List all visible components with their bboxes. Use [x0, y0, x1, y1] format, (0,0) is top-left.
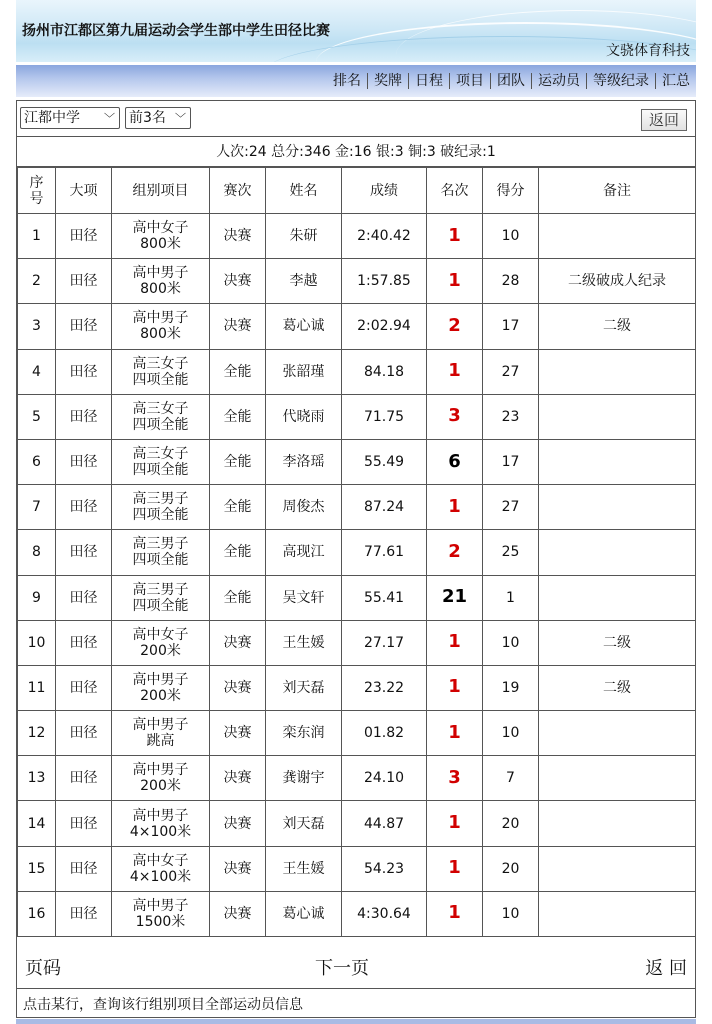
- chevron-down-icon: ﹀: [104, 112, 115, 125]
- col-header-name: 姓名: [266, 168, 342, 214]
- cell-no: 8: [18, 530, 56, 575]
- cell-name: 龚谢宇: [266, 756, 342, 801]
- cell-category: 田径: [56, 891, 112, 936]
- rank-value: 1: [448, 721, 461, 743]
- cell-name: 张韶瑾: [266, 349, 342, 394]
- cell-note: [539, 711, 696, 756]
- event-name: 四项全能: [132, 597, 189, 614]
- table-body: [18, 214, 696, 937]
- cell-no: 1: [18, 214, 56, 259]
- rank-value: 1: [448, 631, 461, 653]
- rank-value: 3: [448, 766, 461, 788]
- results-panel: [16, 100, 696, 1018]
- nav-item-summary[interactable]: 汇总: [655, 73, 696, 89]
- cell-score: 28: [483, 259, 539, 304]
- cell-round: 决赛: [210, 891, 266, 936]
- event-name: 跳高: [146, 733, 175, 750]
- cell-rank: [427, 801, 483, 846]
- table-row[interactable]: [18, 485, 696, 530]
- cell-note: [539, 439, 696, 484]
- cell-category: 田径: [56, 259, 112, 304]
- next-page-link[interactable]: 下一页: [315, 958, 369, 979]
- cell-note: 二级: [539, 665, 696, 710]
- cell-result: 24.10: [342, 756, 427, 801]
- rank-value: 6: [448, 450, 461, 472]
- event-group: 高中女子: [132, 220, 189, 237]
- rank-value: 2: [448, 540, 461, 562]
- event-group: 高三女子: [132, 446, 189, 463]
- school-select-value: 江都中学: [24, 110, 80, 126]
- cell-no: 5: [18, 394, 56, 439]
- cell-result: 1:57.85: [342, 259, 427, 304]
- table-row[interactable]: [18, 891, 696, 936]
- cell-score: 25: [483, 530, 539, 575]
- cell-rank: [427, 439, 483, 484]
- header-banner: [16, 0, 696, 62]
- cell-no: 6: [18, 439, 56, 484]
- cell-event: [112, 530, 210, 575]
- rank-value: 21: [441, 586, 468, 608]
- rank-value: 1: [448, 360, 461, 382]
- cell-round: 决赛: [210, 846, 266, 891]
- back-button[interactable]: 返回: [641, 109, 687, 131]
- cell-rank: [427, 349, 483, 394]
- cell-score: 20: [483, 801, 539, 846]
- cell-result: 2:02.94: [342, 304, 427, 349]
- event-group: 高三男子: [132, 581, 189, 598]
- cell-category: 田径: [56, 665, 112, 710]
- cell-name: 葛心诚: [266, 891, 342, 936]
- nav-item-teams[interactable]: 团队: [490, 73, 531, 89]
- top-nav: [16, 65, 696, 97]
- cell-round: 全能: [210, 485, 266, 530]
- event-name: 800米: [140, 326, 181, 343]
- cell-name: 朱研: [266, 214, 342, 259]
- cell-rank: [427, 304, 483, 349]
- cell-rank: [427, 891, 483, 936]
- cell-category: 田径: [56, 304, 112, 349]
- event-group: 高三男子: [132, 491, 189, 508]
- cell-rank: [427, 530, 483, 575]
- cell-rank: [427, 620, 483, 665]
- rank-value: 1: [448, 812, 461, 834]
- cell-result: 01.82: [342, 711, 427, 756]
- cell-name: 刘天磊: [266, 665, 342, 710]
- brand-subtitle: 文骁体育科技: [606, 43, 690, 59]
- cell-result: 23.22: [342, 665, 427, 710]
- cell-event: [112, 801, 210, 846]
- col-header-result: 成绩: [342, 168, 427, 214]
- cell-round: 决赛: [210, 756, 266, 801]
- cell-result: 71.75: [342, 394, 427, 439]
- cell-rank: [427, 259, 483, 304]
- cell-category: 田径: [56, 349, 112, 394]
- table-row[interactable]: [18, 259, 696, 304]
- cell-round: 全能: [210, 575, 266, 620]
- cell-no: 14: [18, 801, 56, 846]
- cell-result: 4:30.64: [342, 891, 427, 936]
- event-group: 高三女子: [132, 355, 189, 372]
- event-name: 四项全能: [132, 507, 189, 524]
- cell-rank: [427, 394, 483, 439]
- cell-note: [539, 214, 696, 259]
- cell-event: [112, 214, 210, 259]
- cell-round: 决赛: [210, 304, 266, 349]
- cell-result: 27.17: [342, 620, 427, 665]
- cell-no: 4: [18, 349, 56, 394]
- cell-rank: [427, 214, 483, 259]
- cell-event: [112, 349, 210, 394]
- cell-event: [112, 304, 210, 349]
- table-row[interactable]: [18, 846, 696, 891]
- cell-event: [112, 711, 210, 756]
- rank-value: 1: [448, 857, 461, 879]
- nav-item-events[interactable]: 项目: [449, 73, 490, 89]
- cell-score: 10: [483, 891, 539, 936]
- rank-value: 2: [448, 314, 461, 336]
- cell-round: 决赛: [210, 620, 266, 665]
- cell-name: 代晓雨: [266, 394, 342, 439]
- col-header-category: 大项: [56, 168, 112, 214]
- cell-category: 田径: [56, 711, 112, 756]
- cell-score: 27: [483, 485, 539, 530]
- cell-name: 李越: [266, 259, 342, 304]
- cell-rank: [427, 846, 483, 891]
- cell-note: [539, 485, 696, 530]
- cell-category: 田径: [56, 394, 112, 439]
- cell-round: 全能: [210, 530, 266, 575]
- event-group: 高中女子: [132, 626, 189, 643]
- rank-value: 1: [448, 495, 461, 517]
- cell-result: 87.24: [342, 485, 427, 530]
- pagination: [17, 939, 695, 989]
- cell-name: 栾东润: [266, 711, 342, 756]
- cell-rank: [427, 485, 483, 530]
- page-label: 页码: [25, 958, 61, 979]
- cell-name: 高现江: [266, 530, 342, 575]
- event-group: 高三女子: [132, 400, 189, 417]
- col-header-rank: 名次: [427, 168, 483, 214]
- nav-item-records[interactable]: 等级纪录: [586, 73, 655, 89]
- cell-event: [112, 891, 210, 936]
- event-name: 800米: [140, 236, 181, 253]
- cell-no: 13: [18, 756, 56, 801]
- cell-no: 15: [18, 846, 56, 891]
- cell-result: 77.61: [342, 530, 427, 575]
- cell-round: 决赛: [210, 801, 266, 846]
- cell-name: 葛心诚: [266, 304, 342, 349]
- table-row[interactable]: [18, 620, 696, 665]
- nav-item-athletes[interactable]: 运动员: [531, 73, 586, 89]
- event-name: 800米: [140, 281, 181, 298]
- cell-event: [112, 575, 210, 620]
- return-link[interactable]: 返 回: [645, 958, 687, 979]
- cell-category: 田径: [56, 846, 112, 891]
- cell-no: 12: [18, 711, 56, 756]
- rank-value: 1: [448, 269, 461, 291]
- cell-note: [539, 349, 696, 394]
- cell-score: 17: [483, 439, 539, 484]
- cell-category: 田径: [56, 485, 112, 530]
- cell-no: 16: [18, 891, 56, 936]
- cell-event: [112, 665, 210, 710]
- event-name: 4×100米: [129, 823, 192, 840]
- col-header-score: 得分: [483, 168, 539, 214]
- col-header-note: 备注: [539, 168, 696, 214]
- event-name: 1500米: [135, 913, 186, 930]
- top-n-select-value: 前3名: [129, 110, 166, 126]
- cell-event: [112, 439, 210, 484]
- cell-note: 二级: [539, 620, 696, 665]
- event-group: 高三男子: [132, 536, 189, 553]
- cell-result: 2:40.42: [342, 214, 427, 259]
- col-header-round: 赛次: [210, 168, 266, 214]
- cell-round: 决赛: [210, 214, 266, 259]
- cell-event: [112, 259, 210, 304]
- page-title: 扬州市江都区第九届运动会学生部中学生田径比赛: [22, 23, 330, 39]
- cell-category: 田径: [56, 214, 112, 259]
- cell-round: 决赛: [210, 665, 266, 710]
- table-header-row: [18, 168, 696, 214]
- event-name: 四项全能: [132, 552, 189, 569]
- cell-category: 田径: [56, 801, 112, 846]
- cell-round: 决赛: [210, 711, 266, 756]
- cell-round: 全能: [210, 439, 266, 484]
- table-row[interactable]: [18, 349, 696, 394]
- table-row[interactable]: [18, 575, 696, 620]
- cell-note: [539, 575, 696, 620]
- cell-note: [539, 530, 696, 575]
- cell-rank: [427, 711, 483, 756]
- table-row[interactable]: [18, 394, 696, 439]
- cell-no: 3: [18, 304, 56, 349]
- cell-result: 54.23: [342, 846, 427, 891]
- cell-event: [112, 485, 210, 530]
- cell-note: [539, 846, 696, 891]
- cell-name: 王生媛: [266, 620, 342, 665]
- cell-category: 田径: [56, 575, 112, 620]
- cell-note: 二级破成人纪录: [539, 259, 696, 304]
- cell-score: 10: [483, 711, 539, 756]
- event-name: 200米: [140, 687, 181, 704]
- cell-event: [112, 846, 210, 891]
- school-select[interactable]: [20, 107, 120, 129]
- cell-note: [539, 394, 696, 439]
- cell-result: 55.41: [342, 575, 427, 620]
- cell-result: 55.49: [342, 439, 427, 484]
- cell-no: 10: [18, 620, 56, 665]
- cell-event: [112, 394, 210, 439]
- cell-category: 田径: [56, 756, 112, 801]
- cell-score: 1: [483, 575, 539, 620]
- cell-event: [112, 756, 210, 801]
- event-group: 高中男子: [132, 897, 189, 914]
- cell-category: 田径: [56, 620, 112, 665]
- rank-value: 1: [448, 902, 461, 924]
- top-n-select[interactable]: [125, 107, 191, 129]
- cell-no: 7: [18, 485, 56, 530]
- event-name: 四项全能: [132, 371, 189, 388]
- cell-score: 7: [483, 756, 539, 801]
- table-row[interactable]: [18, 711, 696, 756]
- chevron-down-icon: ﹀: [175, 112, 186, 125]
- cell-score: 10: [483, 214, 539, 259]
- cell-rank: [427, 665, 483, 710]
- cell-name: 吴文轩: [266, 575, 342, 620]
- event-group: 高中男子: [132, 310, 189, 327]
- cell-score: 20: [483, 846, 539, 891]
- cell-note: 二级: [539, 304, 696, 349]
- event-name: 4×100米: [129, 868, 192, 885]
- cell-rank: [427, 575, 483, 620]
- cell-round: 全能: [210, 349, 266, 394]
- event-group: 高中女子: [132, 852, 189, 869]
- rank-value: 1: [448, 224, 461, 246]
- cell-score: 17: [483, 304, 539, 349]
- rank-value: 3: [448, 405, 461, 427]
- table-row[interactable]: [18, 214, 696, 259]
- event-name: 200米: [140, 778, 181, 795]
- nav-item-schedule[interactable]: 日程: [408, 73, 449, 89]
- cell-category: 田径: [56, 439, 112, 484]
- event-group: 高中男子: [132, 717, 189, 734]
- results-table: [17, 167, 696, 937]
- table-row[interactable]: [18, 304, 696, 349]
- cell-note: [539, 756, 696, 801]
- cell-name: 李洛瑶: [266, 439, 342, 484]
- cell-score: 27: [483, 349, 539, 394]
- cell-score: 19: [483, 665, 539, 710]
- cell-rank: [427, 756, 483, 801]
- event-name: 200米: [140, 642, 181, 659]
- event-group: 高中男子: [132, 807, 189, 824]
- cell-name: 刘天磊: [266, 801, 342, 846]
- cell-no: 11: [18, 665, 56, 710]
- help-hint: 点击某行，查询该行组别项目全部运动员信息: [23, 997, 303, 1013]
- event-group: 高中男子: [132, 762, 189, 779]
- cell-no: 2: [18, 259, 56, 304]
- cell-result: 84.18: [342, 349, 427, 394]
- rank-value: 1: [448, 676, 461, 698]
- event-name: 四项全能: [132, 462, 189, 479]
- nav-item-ranking[interactable]: 排名: [333, 73, 361, 89]
- table-row[interactable]: [18, 756, 696, 801]
- col-header-event: 组别项目: [112, 168, 210, 214]
- cell-category: 田径: [56, 530, 112, 575]
- cell-event: [112, 620, 210, 665]
- cell-score: 10: [483, 620, 539, 665]
- cell-note: [539, 891, 696, 936]
- col-header-no: 序 号: [18, 168, 56, 214]
- table-row[interactable]: [18, 439, 696, 484]
- cell-note: [539, 801, 696, 846]
- event-group: 高中男子: [132, 265, 189, 282]
- footer-bar: [16, 1019, 696, 1024]
- table-row[interactable]: [18, 530, 696, 575]
- cell-round: 决赛: [210, 259, 266, 304]
- event-group: 高中男子: [132, 671, 189, 688]
- cell-no: 9: [18, 575, 56, 620]
- cell-name: 王生媛: [266, 846, 342, 891]
- cell-name: 周俊杰: [266, 485, 342, 530]
- table-row[interactable]: [18, 801, 696, 846]
- summary-stats: 人次:24 总分:346 金:16 银:3 铜:3 破纪录:1: [17, 138, 695, 167]
- nav-item-medals[interactable]: 奖牌: [367, 73, 408, 89]
- cell-result: 44.87: [342, 801, 427, 846]
- event-name: 四项全能: [132, 416, 189, 433]
- cell-score: 23: [483, 394, 539, 439]
- table-row[interactable]: [18, 665, 696, 710]
- cell-round: 全能: [210, 394, 266, 439]
- filter-bar: [17, 101, 695, 137]
